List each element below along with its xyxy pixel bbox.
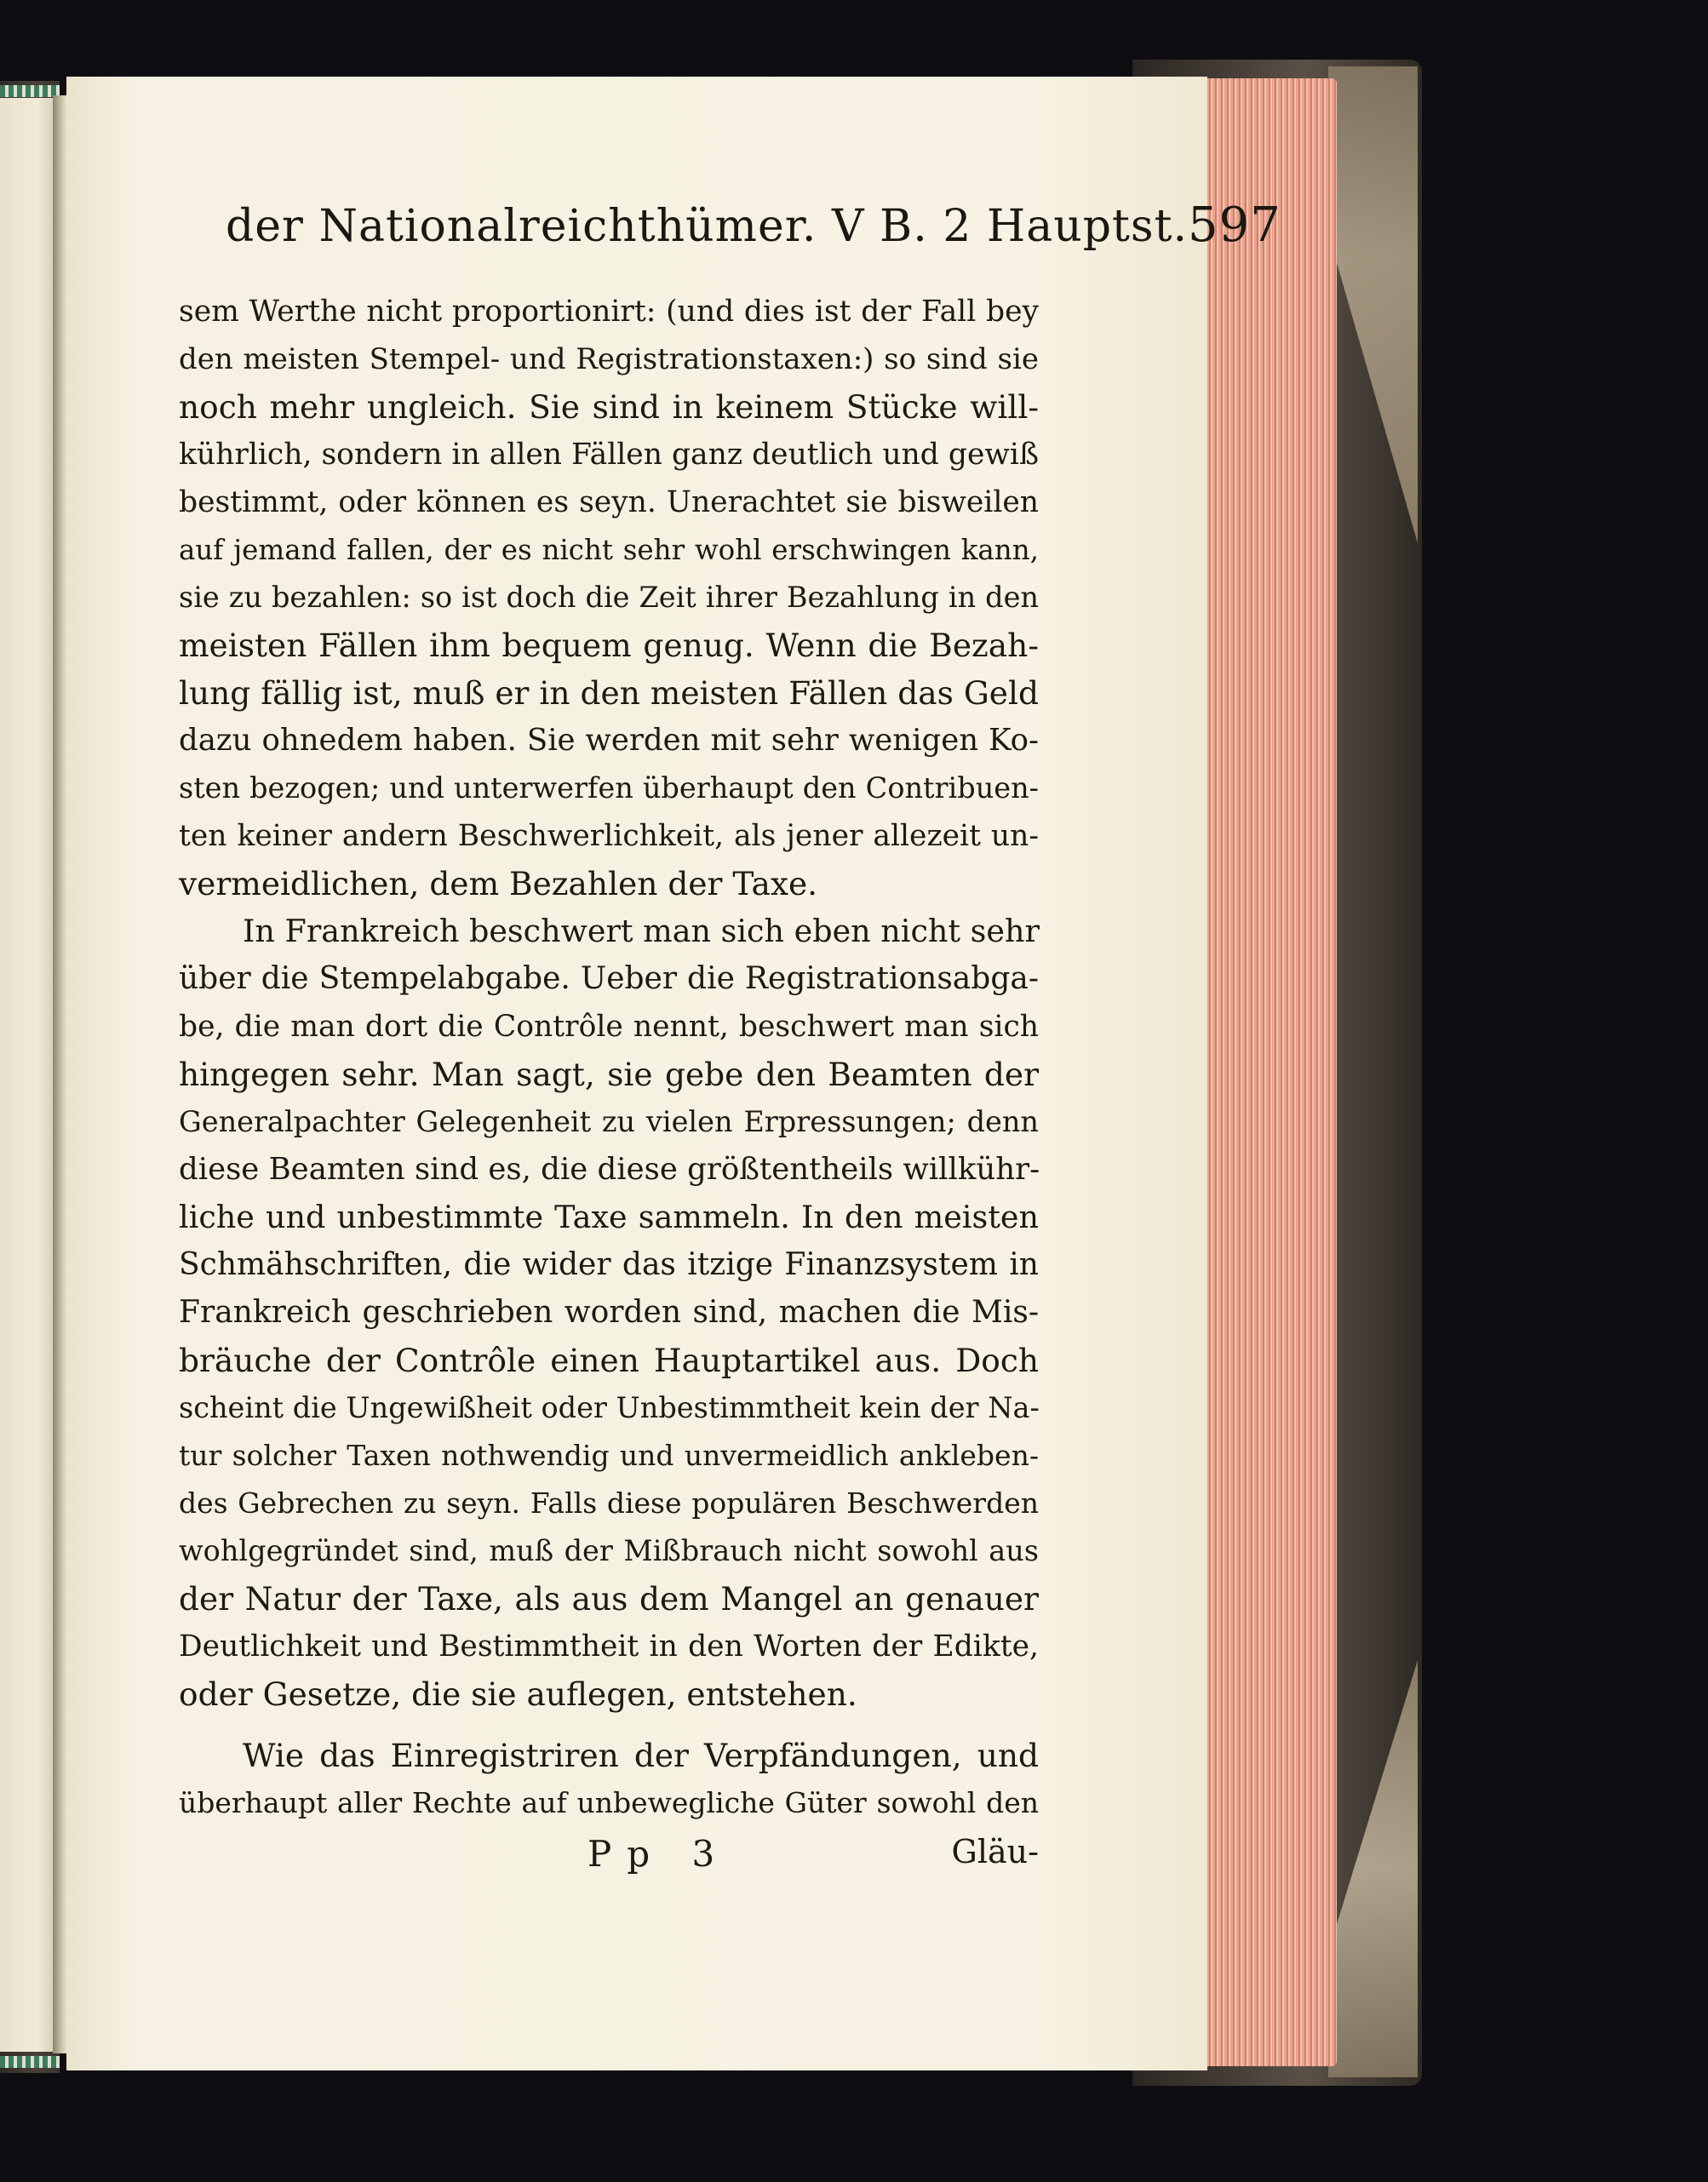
text-line: scheint die Ungewißheit oder Unbestimmtheit kein der Na-	[179, 1391, 1040, 1424]
text-line: den meisten Stempel- und Registrationstaxen:) so sind sie	[179, 342, 1039, 376]
text-line: Wie das Einregistriren der Verpfändungen, und	[243, 1737, 1039, 1774]
text-line: tur solcher Taxen nothwendig und unvermeidlich ankleben-	[179, 1439, 1039, 1472]
running-header	[226, 198, 1281, 257]
text-line: sem Werthe nicht proportionirt: (und dies ist der Fall bey	[179, 295, 1039, 329]
spine-headband	[0, 85, 60, 97]
text-line: diese Beamten sind es, die diese größtentheils willkühr-	[179, 1152, 1040, 1187]
text-line: bräuche der Contrôle einen Hauptartikel aus. Doch	[179, 1342, 1039, 1379]
text-line: meisten Fällen ihm bequem genug. Wenn die Bezah-	[179, 627, 1039, 664]
text-line: über die Stempelabgabe. Ueber die Registrationsabga-	[179, 961, 1039, 996]
text-line: vermeidlichen, dem Bezahlen der Taxe.	[179, 865, 818, 902]
spine-tailband	[0, 2056, 60, 2068]
text-line: der Natur der Taxe, als aus dem Mangel an genauer	[179, 1580, 1039, 1618]
text-line: lung fällig ist, muß er in den meisten Fällen das Geld	[179, 674, 1039, 712]
text-line: hingegen sehr. Man sagt, sie gebe den Beamten der	[179, 1056, 1039, 1093]
text-line: wohlgegründet sind, muß der Mißbrauch nicht sowohl aus	[179, 1534, 1039, 1567]
left-page-edge	[0, 98, 53, 2052]
page-footer	[179, 1833, 1039, 1884]
text-line: dazu ohnedem haben. Sie werden mit sehr wenigen Ko-	[179, 723, 1039, 758]
text-line: In Frankreich beschwert man sich eben nicht sehr	[243, 913, 1040, 949]
text-line: noch mehr ungleich. Sie sind in keinem Stücke will-	[179, 388, 1039, 426]
text-line: kührlich, sondern in allen Fällen ganz deutlich und gewiß	[179, 438, 1039, 472]
text-line: oder Gesetze, die sie auflegen, entstehen.	[179, 1675, 857, 1713]
page-number: 597	[1188, 198, 1281, 253]
text-line: Frankreich geschrieben worden sind, machen die Mis-	[179, 1295, 1039, 1330]
text-line: Schmähschriften, die wider das itzige Finanzsystem in	[179, 1247, 1039, 1282]
text-line: Deutlichkeit und Bestimmtheit in den Worten der Edikte,	[179, 1629, 1039, 1664]
text-line: Generalpachter Gelegenheit zu vielen Erpressungen; denn	[179, 1105, 1039, 1138]
page-edges	[1201, 78, 1337, 2066]
signature-mark: Pp 3	[587, 1833, 731, 1875]
running-title: der Nationalreichthümer. V B. 2 Hauptst.	[226, 201, 1189, 252]
text-line: sten bezogen; und unterwerfen überhaupt den Contribuen-	[179, 771, 1039, 805]
text-line: liche und unbestimmte Taxe sammeln. In den meisten	[179, 1199, 1039, 1235]
gutter-shadow	[53, 95, 68, 2053]
catchword: Gläu-	[951, 1833, 1039, 1870]
text-line: sie zu bezahlen: so ist doch die Zeit ihrer Bezahlung in den	[179, 581, 1039, 614]
text-line: be, die man dort die Contrôle nennt, beschwert man sich	[179, 1010, 1039, 1044]
text-line: auf jemand fallen, der es nicht sehr wohl erschwingen kann,	[179, 534, 1039, 566]
text-line: überhaupt aller Rechte auf unbewegliche Güter sowohl den	[179, 1786, 1039, 1819]
text-line: ten keiner andern Beschwerlichkeit, als jener allezeit un-	[179, 819, 1039, 853]
text-line: des Gebrechen zu seyn. Falls diese populären Beschwerden	[179, 1486, 1039, 1520]
text-line: bestimmt, oder können es seyn. Unerachtet sie bisweilen	[179, 485, 1039, 519]
